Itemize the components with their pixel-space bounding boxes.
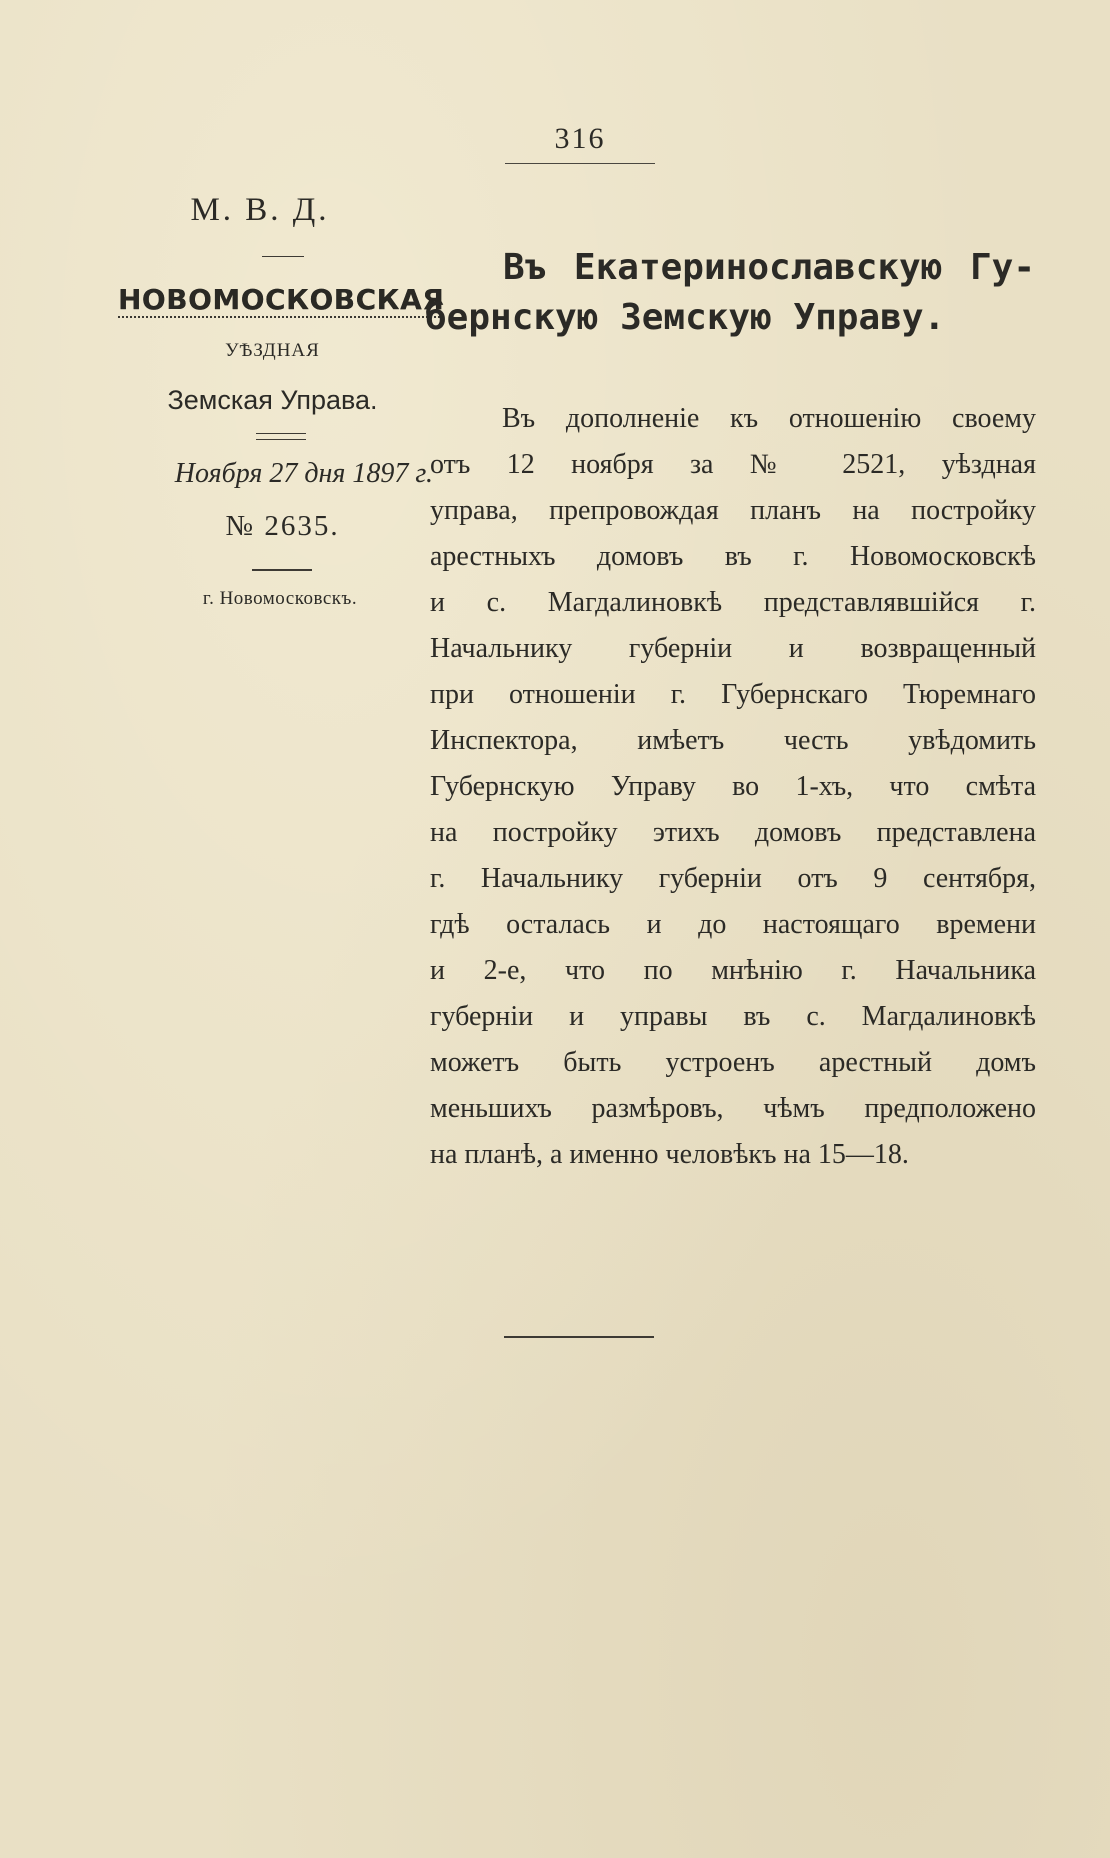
addressee-line-1: Въ Екатеринославскую Гу- (503, 247, 1035, 288)
body-line: меньшихъ размѣровъ, чѣмъ предположено (430, 1093, 1036, 1124)
uezd-label: УѢЗДНАЯ (225, 340, 320, 361)
uezd-name (118, 283, 445, 316)
office-name: Земская Управа. (167, 385, 378, 415)
letter-body (430, 396, 1036, 1178)
body-line: отъ 12 ноября за № 2521, уѣздная (430, 449, 1036, 480)
body-line: г. Начальнику губерніи отъ 9 сентября, (430, 863, 1036, 894)
addressee (425, 243, 1035, 343)
addressee-line-2: бернскую Земскую Управу. (425, 297, 946, 338)
letter-date: Ноября 27 дня 1897 г. (174, 458, 433, 489)
body-line: Въ дополненіе къ отношенію своему (502, 403, 1036, 434)
body-line: и с. Магдалиновкѣ представлявшійся г. (430, 587, 1036, 618)
body-line: на планѣ, а именно человѣкъ на 15—18. (430, 1139, 909, 1170)
divider-dash (262, 256, 304, 257)
body-line: при отношеніи г. Губернскаго Тюремнаго (430, 679, 1036, 710)
body-line: управа, препровождая планъ на постройку (430, 495, 1036, 526)
page-number: 316 (554, 122, 606, 155)
body-line: гдѣ осталась и до настоящаго времени (430, 909, 1036, 940)
divider-dash-2 (252, 569, 312, 571)
body-line: Губернскую Управу во 1-хъ, что смѣта (430, 771, 1036, 802)
ministry-label: М. В. Д. (190, 192, 330, 228)
closing-rule (504, 1336, 654, 1338)
body-line: на постройку этихъ домовъ представлена (430, 817, 1036, 848)
body-line: Инспектора, имѣетъ честь увѣдомить (430, 725, 1036, 756)
body-line: Начальнику губерніи и возвращенный (430, 633, 1036, 664)
header-rule (505, 163, 655, 164)
uezd-name-text: НОВОМОСКОВСКАЯ (118, 283, 445, 316)
body-line: арестныхъ домовъ въ г. Новомосковскѣ (430, 541, 1036, 572)
body-line: можетъ быть устроенъ арестный домъ (430, 1047, 1036, 1078)
double-rule (256, 433, 306, 440)
city-label: г. Новомосковскъ. (202, 588, 358, 609)
registration-number: № 2635. (225, 510, 340, 542)
body-line: и 2-е, что по мнѣнію г. Начальника (430, 955, 1036, 986)
body-line: губерніи и управы въ с. Магдалиновкѣ (430, 1001, 1036, 1032)
